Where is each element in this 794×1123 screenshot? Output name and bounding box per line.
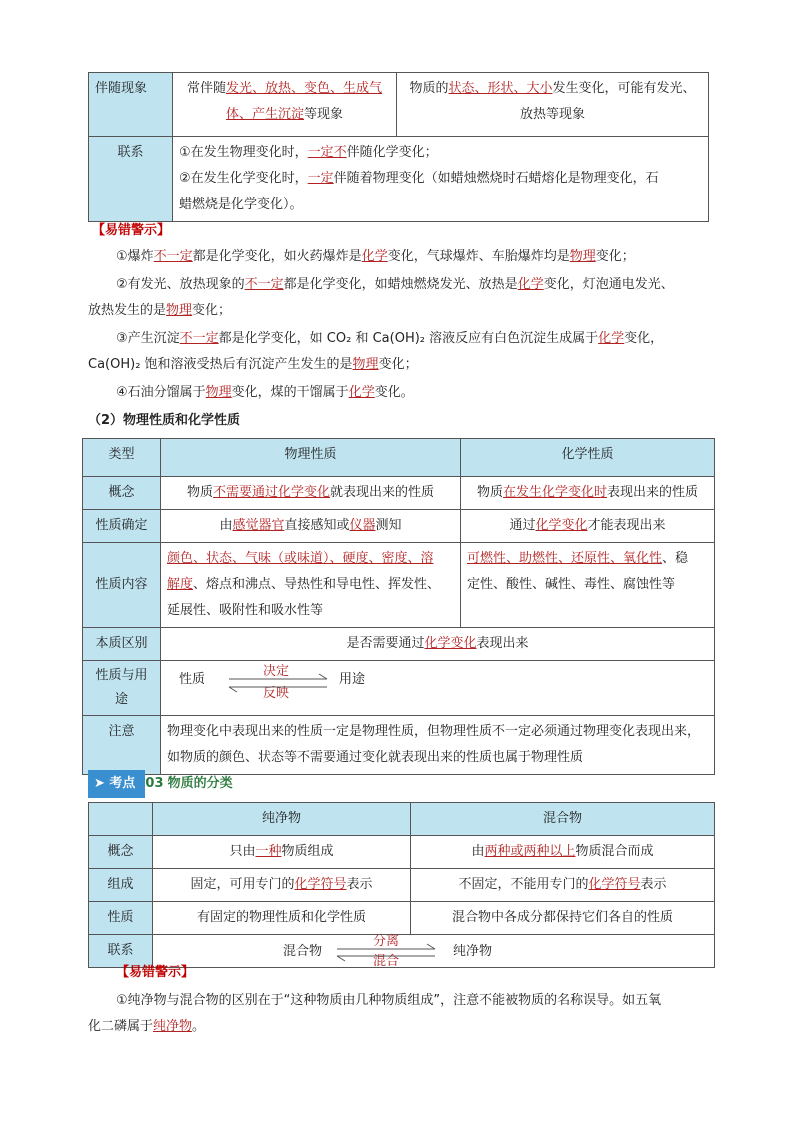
- key-term: 化学变化: [424, 636, 477, 651]
- text-segment: 变化，气球爆炸、车胎爆炸均是: [387, 249, 570, 264]
- key-term: 化学: [361, 249, 388, 264]
- key-term: 化学: [517, 277, 544, 292]
- relation-diagram: [153, 935, 715, 968]
- row-label-determine: 性质确定: [83, 510, 161, 543]
- double-arrow-icon: [227, 671, 331, 697]
- mix-label: 混合: [373, 954, 400, 969]
- double-arrow-icon: [335, 941, 439, 965]
- pure-property: 有固定的物理性质和化学性质: [153, 902, 411, 935]
- row-label-relation: 联系: [89, 935, 153, 968]
- text-segment: 表现出来: [476, 636, 529, 651]
- text-segment: 物质: [476, 485, 503, 500]
- key-term: 物理: [569, 249, 596, 264]
- header-mixture: 混合物: [411, 803, 715, 836]
- chemical-change-phenomena: [173, 73, 397, 137]
- key-term: 化学: [348, 385, 375, 400]
- text-segment: 发生变化，可能有发光、: [552, 81, 696, 96]
- mixture-composition: [411, 869, 715, 902]
- warning-line: [116, 244, 635, 270]
- key-term: 解度: [167, 577, 194, 592]
- text-segment: 是否需要通过: [346, 636, 425, 651]
- header-blank: [89, 803, 153, 836]
- text-segment: Ca(OH)₂ 饱和溶液受热后有沉淀产生发生的是: [88, 357, 353, 372]
- warning-line: [116, 988, 661, 1014]
- mixture-concept: [411, 836, 715, 869]
- chemical-content: [461, 543, 715, 628]
- property-table: [82, 438, 715, 775]
- text-segment: 才能表现出来: [587, 518, 666, 533]
- physical-concept: [161, 477, 461, 510]
- key-term: 可燃性、助燃性、还原性、氧化性: [467, 551, 663, 566]
- chemical-determine: [461, 510, 715, 543]
- header-type: 类型: [83, 439, 161, 477]
- text-segment: 放热发生的是: [88, 303, 167, 318]
- pure-concept: [153, 836, 411, 869]
- text-segment: 变化，煤的干馏属于: [231, 385, 349, 400]
- use-label-line1: 性质与用: [95, 668, 148, 683]
- property-use-diagram: [161, 661, 715, 716]
- warning-line: [116, 272, 674, 298]
- key-term: 化学符号: [294, 877, 347, 892]
- property-word: 性质: [179, 672, 206, 687]
- text-segment: 化二磷属于: [88, 1019, 154, 1034]
- text-segment: 不固定，不能用专门的: [458, 877, 589, 892]
- section-heading: （2）物理性质和化学性质: [88, 413, 241, 428]
- text-segment: 蜡燃烧是化学变化）。: [179, 197, 303, 212]
- text-segment: 表示: [346, 877, 373, 892]
- decide-label: 决定: [263, 664, 290, 679]
- header-physical: 物理性质: [161, 439, 461, 477]
- text-segment: 延展性、吸附性和吸水性等: [167, 603, 324, 618]
- essence-text: [161, 628, 715, 661]
- row-label-composition: 组成: [89, 869, 153, 902]
- row-label-concept: 概念: [83, 477, 161, 510]
- warning-title: 【易错警示】: [92, 223, 171, 238]
- header-pure: 纯净物: [153, 803, 411, 836]
- physical-change-phenomena: [397, 73, 709, 137]
- key-term: 在发生化学变化时: [502, 485, 607, 500]
- text-segment: 通过: [509, 518, 536, 533]
- relation-text: [173, 137, 709, 222]
- text-segment: 物质: [186, 485, 213, 500]
- topic-title: 物质的分类: [167, 776, 233, 791]
- text-segment: 等现象: [304, 107, 344, 122]
- text-segment: 变化；: [378, 357, 418, 372]
- section-3-heading: [88, 770, 233, 794]
- key-term: 纯净物: [153, 1019, 193, 1034]
- text-segment: ②有发光、放热现象的: [116, 277, 245, 292]
- text-segment: 定性、酸性、碱性、毒性、腐蚀性等: [467, 577, 676, 592]
- text-segment: 都是化学变化，如 CO₂ 和 Ca(OH)₂ 溶液反应有白色沉淀生成属于: [218, 331, 599, 346]
- key-term: 仪器: [349, 518, 376, 533]
- key-term: 体、产生沉淀: [225, 107, 304, 122]
- text-segment: 变化。: [374, 385, 414, 400]
- key-term: 一定: [307, 171, 334, 186]
- key-term: 两种或两种以上: [484, 844, 576, 859]
- warning-line: [116, 380, 414, 406]
- key-term: 感觉器官: [232, 518, 285, 533]
- key-term: 不需要通过化学变化: [212, 485, 330, 500]
- row-label-essence: 本质区别: [83, 628, 161, 661]
- key-term: 物理: [166, 303, 193, 318]
- warning-title: 【易错警示】: [116, 965, 195, 980]
- text-segment: 放热等现象: [519, 107, 585, 122]
- row-label-content: 性质内容: [83, 543, 161, 628]
- mixture-word: 混合物: [283, 944, 323, 959]
- key-term: 化学符号: [588, 877, 641, 892]
- key-term: 不一定: [153, 249, 193, 264]
- key-term: 颜色、状态、气味（或味道）、硬度、密度、溶: [167, 551, 434, 566]
- topic-number: 03: [145, 776, 164, 791]
- row-label-property: 性质: [89, 902, 153, 935]
- text-segment: 物质的: [409, 81, 449, 96]
- key-term: 化学变化: [535, 518, 588, 533]
- text-segment: ①在发生物理变化时，: [179, 145, 308, 160]
- use-word: 用途: [339, 672, 366, 687]
- key-term: 发光、放热、变色、生成气: [226, 81, 383, 96]
- row-label-phenomena: 伴随现象: [89, 73, 173, 137]
- text-segment: ①纯净物与混合物的区别在于“这种物质由几种物质组成”，注意不能被物质的名称误导。如五氧: [116, 993, 662, 1008]
- header-chemical: 化学性质: [461, 439, 715, 477]
- separate-label: 分离: [373, 934, 400, 949]
- text-segment: 由: [471, 844, 485, 859]
- text-segment: 测知: [375, 518, 402, 533]
- text-segment: 固定，可用专门的: [190, 877, 295, 892]
- change-table: [88, 72, 709, 222]
- text-segment: 、熔点和沸点、导热性和导电性、挥发性、: [193, 577, 441, 592]
- use-label-line2: 途: [114, 692, 128, 707]
- text-segment: 表示: [640, 877, 667, 892]
- physical-content: [161, 543, 461, 628]
- key-term: 物理: [205, 385, 232, 400]
- row-label-relation: 联系: [89, 137, 173, 222]
- warning-line: [88, 298, 231, 324]
- text-segment: 常伴随: [186, 81, 226, 96]
- key-term: 一定不: [307, 145, 347, 160]
- text-segment: 都是化学变化，如火药爆炸是: [192, 249, 362, 264]
- key-term: 不一定: [244, 277, 284, 292]
- text-segment: 。: [192, 1019, 206, 1034]
- text-segment: 伴随着物理变化（如蜡烛燃烧时石蜡熔化是物理变化，石: [333, 171, 659, 186]
- text-segment: 物质混合而成: [575, 844, 654, 859]
- key-term: 物理: [352, 357, 379, 372]
- warning-line: [116, 326, 663, 352]
- text-segment: ①爆炸: [116, 249, 154, 264]
- warning-line: [88, 1014, 205, 1040]
- pure-word: 纯净物: [453, 944, 493, 959]
- note-text: 物理变化中表现出来的性质一定是物理性质，但物理性质不一定必须通过物理变化表现出来，如物质的颜色、状态等不需要通过变化就表现出来的性质也属于物理性质: [161, 716, 715, 775]
- pure-composition: [153, 869, 411, 902]
- row-label-note: 注意: [83, 716, 161, 775]
- text-segment: 伴随化学变化；: [346, 145, 438, 160]
- text-segment: 都是化学变化，如蜡烛燃烧发光、放热是: [283, 277, 518, 292]
- warning-line: [88, 352, 418, 378]
- text-segment: 表现出来的性质: [607, 485, 699, 500]
- text-segment: 、稳: [662, 551, 689, 566]
- text-segment: 直接感知或: [284, 518, 350, 533]
- key-term: 一种: [255, 844, 282, 859]
- mixture-property: 混合物中各成分都保持它们各自的性质: [411, 902, 715, 935]
- text-segment: ④石油分馏属于: [116, 385, 206, 400]
- row-label-concept: 概念: [89, 836, 153, 869]
- chemical-concept: [461, 477, 715, 510]
- text-segment: 物质组成: [281, 844, 334, 859]
- reflect-label: 反映: [263, 686, 290, 701]
- text-segment: ②在发生化学变化时，: [179, 171, 308, 186]
- text-segment: 变化；: [192, 303, 232, 318]
- key-term: 不一定: [179, 331, 219, 346]
- text-segment: 由: [219, 518, 233, 533]
- text-segment: 变化；: [595, 249, 635, 264]
- topic-badge: ➤ 考点: [88, 770, 145, 798]
- text-segment: 只由: [229, 844, 256, 859]
- text-segment: 就表现出来的性质: [330, 485, 435, 500]
- physical-determine: [161, 510, 461, 543]
- text-segment: 变化，灯泡通电发光、: [543, 277, 674, 292]
- key-term: 化学: [598, 331, 625, 346]
- substance-classification-table: [88, 802, 715, 968]
- text-segment: 变化，: [624, 331, 664, 346]
- row-label-use: [83, 661, 161, 716]
- key-term: 状态、形状、大小: [448, 81, 553, 96]
- text-segment: ③产生沉淀: [116, 331, 180, 346]
